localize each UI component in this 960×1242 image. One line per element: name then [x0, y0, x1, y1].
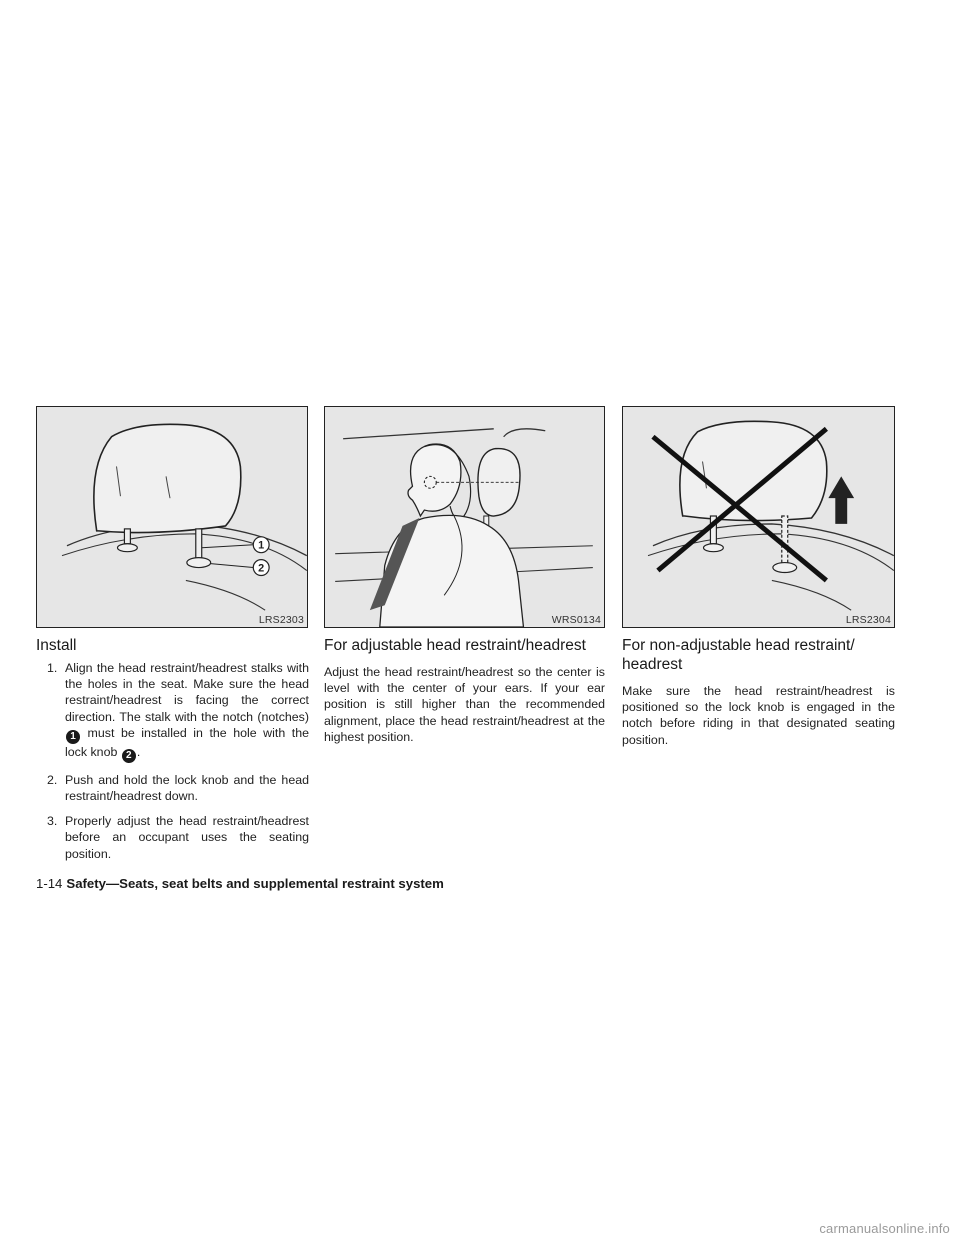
occupant-headrest-alignment-illustration	[325, 407, 604, 627]
callout-1-badge: 1	[66, 730, 80, 744]
step-text: must be installed in the hole with the lock knob	[65, 725, 309, 759]
step-text: Push and hold the lock knob and the head restraint/headrest down.	[65, 772, 309, 804]
step-number: 2.	[47, 772, 58, 787]
headrest-install-illustration	[37, 407, 307, 627]
adjustable-heading: For adjustable head restraint/headrest	[324, 637, 586, 654]
figure-not-locked-warning	[622, 406, 895, 628]
adjustable-text: Adjust the head restraint/headrest so the center is level with the center of your ears. If your ear position is still higher than the recommended alignment, place the head restraint/headrest at the highest position.	[324, 665, 605, 744]
figure-occupant-alignment	[324, 406, 605, 628]
non-adjustable-text: Make sure the head restraint/headrest is positioned so the lock knob is engaged in the notch before riding in that designated seating position.	[622, 684, 895, 747]
step-text: .	[136, 744, 141, 759]
figure-code: LRS2304	[845, 614, 891, 626]
step-text: Properly adjust the head restraint/headrest before an occupant uses the seating position.	[65, 814, 309, 861]
install-step-2	[47, 772, 309, 804]
figure-headrest-install	[36, 406, 308, 628]
callout-1: 1	[258, 539, 265, 552]
page-number: 1-14	[36, 876, 63, 891]
up-arrow-icon	[828, 476, 854, 524]
step-number: 3.	[47, 814, 58, 829]
install-step-1	[47, 660, 309, 763]
figure-code: LRS2303	[258, 614, 304, 626]
callout-2-badge: 2	[122, 749, 136, 763]
callout-2: 2	[258, 562, 265, 575]
non-adjustable-heading: For non-adjustable head restraint/ headrest	[622, 637, 855, 673]
install-steps	[47, 660, 309, 871]
figure-code: WRS0134	[551, 614, 601, 626]
install-step-3	[47, 813, 309, 862]
headrest-not-locked-warning-illustration	[623, 407, 894, 627]
install-heading: Install	[36, 637, 77, 654]
page-footer	[36, 876, 444, 891]
watermark: carmanualsonline.info	[819, 1221, 950, 1236]
section-title: Safety—Seats, seat belts and supplemental restraint system	[66, 876, 444, 891]
step-number: 1.	[47, 661, 58, 675]
step-text: Align the head restraint/headrest stalks with the holes in the seat. Make sure the head restraint/headrest is facing the correct direction. The stalk with the notch (notches)	[65, 661, 309, 724]
